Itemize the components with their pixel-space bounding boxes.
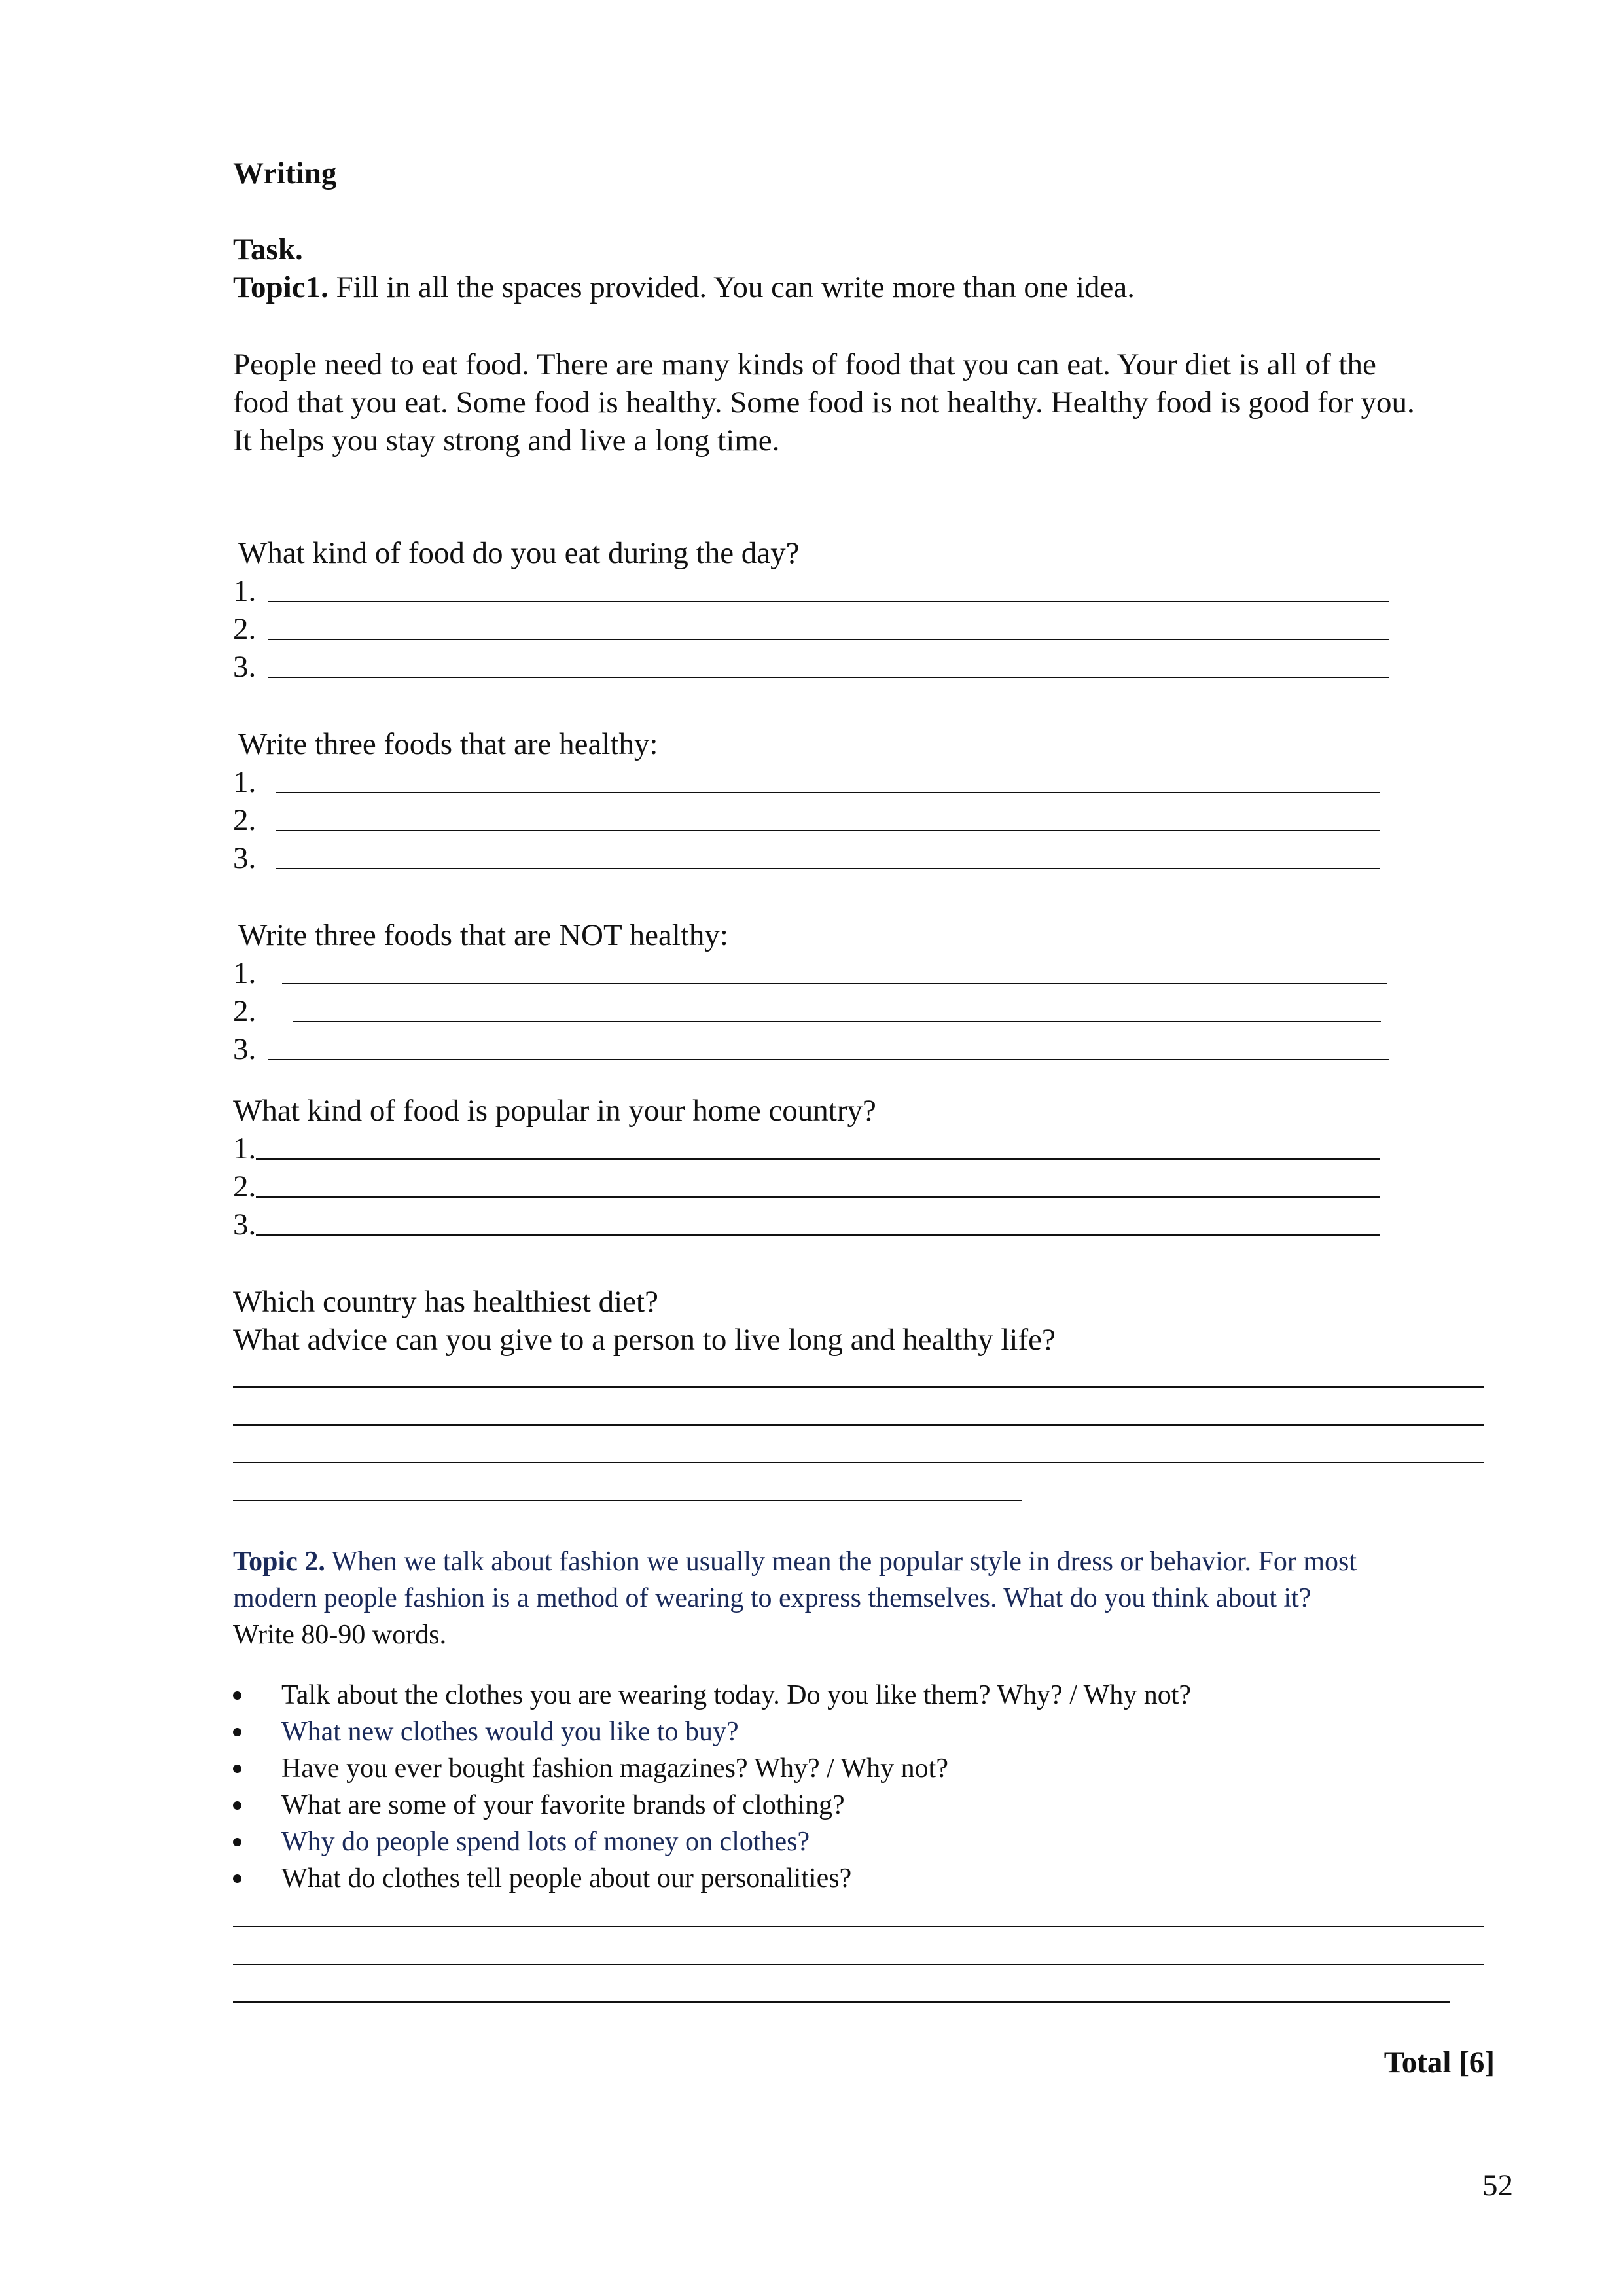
list-item bbox=[233, 1750, 1191, 1787]
topic1-paragraph-line-1: People need to eat food. There are many kinds of food that you can eat. Your diet is all of the bbox=[233, 348, 1376, 382]
topic1-instruction-line bbox=[233, 268, 1135, 306]
bullet-icon bbox=[233, 1765, 241, 1773]
answer-blank[interactable] bbox=[268, 601, 1389, 602]
answer-line[interactable] bbox=[233, 572, 1389, 610]
question-advice: What advice can you give to a person to live long and healthy life? bbox=[233, 1323, 1056, 1357]
question-food-during-day: What kind of food do you eat during the day? bbox=[238, 536, 800, 570]
answer-blank[interactable] bbox=[282, 983, 1387, 984]
answer-blank[interactable] bbox=[268, 639, 1389, 640]
topic2-paragraph-line-3: Write 80-90 words. bbox=[233, 1620, 447, 1650]
answer-blank[interactable] bbox=[256, 1158, 1380, 1160]
bullet-icon bbox=[233, 1728, 241, 1736]
bullet-text: What do clothes tell people about our personalities? bbox=[281, 1863, 852, 1893]
answer-line[interactable] bbox=[233, 954, 1387, 992]
answer-line[interactable] bbox=[233, 648, 1389, 686]
answer-number: 3. bbox=[233, 1208, 257, 1242]
answer-blank[interactable] bbox=[293, 1021, 1381, 1022]
topic2-bullet-list bbox=[233, 1677, 1191, 1897]
answer-blank[interactable] bbox=[256, 1234, 1380, 1236]
writing-line[interactable] bbox=[233, 1386, 1484, 1388]
answer-line[interactable] bbox=[233, 1030, 1389, 1068]
answer-line[interactable] bbox=[233, 801, 1380, 839]
writing-line[interactable] bbox=[233, 1926, 1484, 1927]
answer-number: 1. bbox=[233, 956, 257, 990]
answer-line[interactable] bbox=[233, 839, 1380, 877]
list-item bbox=[233, 1823, 1191, 1860]
answer-line[interactable] bbox=[233, 763, 1380, 801]
answer-blank[interactable] bbox=[268, 677, 1389, 678]
bullet-icon bbox=[233, 1801, 241, 1810]
task-label: Task. bbox=[233, 232, 303, 266]
question-not-healthy-foods: Write three foods that are NOT healthy: bbox=[238, 918, 728, 952]
answer-blank[interactable] bbox=[276, 868, 1380, 869]
list-item bbox=[233, 1860, 1191, 1897]
bullet-icon bbox=[233, 1838, 241, 1846]
total-score: Total [6] bbox=[1383, 2045, 1495, 2079]
topic2-paragraph-line-2: modern people fashion is a method of wearing to express themselves. What do you think about it? bbox=[233, 1583, 1311, 1613]
answer-number: 2. bbox=[233, 994, 257, 1028]
answer-number: 1. bbox=[233, 574, 257, 608]
section-heading: Writing bbox=[233, 156, 337, 190]
answer-line[interactable] bbox=[233, 1130, 1380, 1168]
topic1-label: Topic1. bbox=[233, 270, 329, 304]
answer-blank[interactable] bbox=[256, 1196, 1380, 1198]
answer-number: 2. bbox=[233, 1170, 257, 1204]
answer-number: 2. bbox=[233, 803, 257, 837]
answer-number: 1. bbox=[233, 1132, 257, 1166]
bullet-text: What new clothes would you like to buy? bbox=[281, 1717, 739, 1747]
question-popular-food-home-country: What kind of food is popular in your home country? bbox=[233, 1094, 876, 1128]
topic1-paragraph-line-2: food that you eat. Some food is healthy. Some food is not healthy. Healthy food is good for you. bbox=[233, 386, 1415, 420]
bullet-text: Why do people spend lots of money on clothes? bbox=[281, 1827, 810, 1857]
answer-line[interactable] bbox=[233, 1168, 1380, 1206]
list-item bbox=[233, 1787, 1191, 1823]
answer-number: 3. bbox=[233, 650, 257, 684]
topic2-paragraph-line-1 bbox=[233, 1543, 1357, 1580]
list-item bbox=[233, 1677, 1191, 1713]
question-healthiest-diet: Which country has healthiest diet? bbox=[233, 1285, 658, 1319]
bullet-text: Have you ever bought fashion magazines? Why? / Why not? bbox=[281, 1753, 948, 1784]
topic2-label: Topic 2. bbox=[233, 1547, 325, 1577]
writing-line[interactable] bbox=[233, 1964, 1484, 1965]
answer-line[interactable] bbox=[233, 1206, 1380, 1244]
answer-blank[interactable] bbox=[268, 1059, 1389, 1060]
writing-line[interactable] bbox=[233, 2001, 1450, 2003]
page-number: 52 bbox=[1482, 2168, 1513, 2202]
topic1-paragraph-line-3: It helps you stay strong and live a long time. bbox=[233, 423, 780, 457]
answer-number: 1. bbox=[233, 765, 257, 799]
answer-blank[interactable] bbox=[276, 830, 1380, 831]
answer-blank[interactable] bbox=[276, 792, 1380, 793]
list-item bbox=[233, 1713, 1191, 1750]
question-healthy-foods: Write three foods that are healthy: bbox=[238, 727, 658, 761]
bullet-text: What are some of your favorite brands of clothing? bbox=[281, 1790, 845, 1820]
topic2-intro: When we talk about fashion we usually mean the popular style in dress or behavior. For most bbox=[325, 1547, 1357, 1577]
answer-number: 3. bbox=[233, 841, 257, 875]
writing-line[interactable] bbox=[233, 1462, 1484, 1463]
writing-line[interactable] bbox=[233, 1500, 1022, 1501]
bullet-text: Talk about the clothes you are wearing today. Do you like them? Why? / Why not? bbox=[281, 1680, 1192, 1710]
answer-number: 2. bbox=[233, 612, 257, 646]
bullet-icon bbox=[233, 1691, 241, 1700]
bullet-icon bbox=[233, 1874, 241, 1883]
writing-line[interactable] bbox=[233, 1424, 1484, 1426]
answer-line[interactable] bbox=[233, 610, 1389, 648]
answer-line[interactable] bbox=[233, 992, 1381, 1030]
answer-number: 3. bbox=[233, 1032, 257, 1066]
topic1-instruction: Fill in all the spaces provided. You can write more than one idea. bbox=[328, 270, 1135, 304]
